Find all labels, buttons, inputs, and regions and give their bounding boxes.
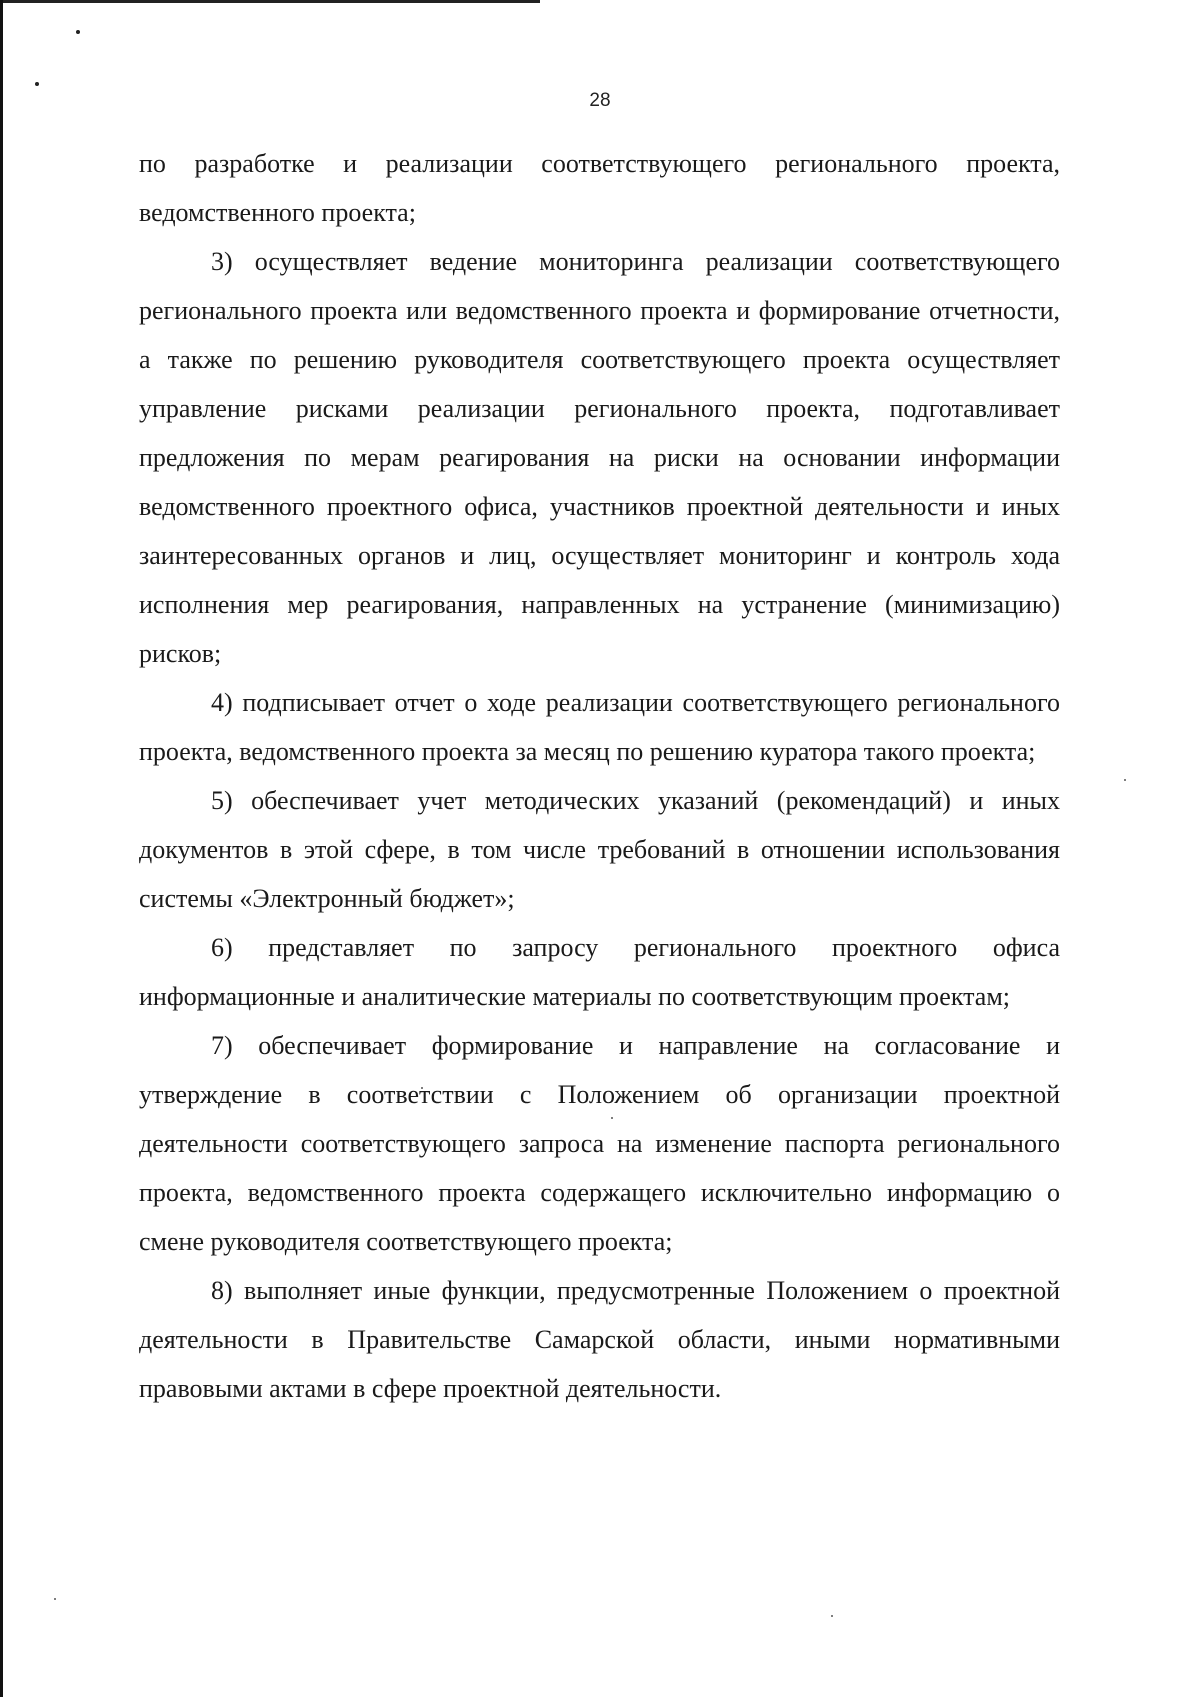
scan-speck — [54, 1598, 56, 1600]
paragraph-item-4: 4) подписывает отчет о ходе реализации соответствующего регионального проекта, ведомственного проекта за месяц по решению куратора такого проекта; — [139, 688, 1060, 766]
page-number: 28 — [589, 90, 611, 111]
document-body — [139, 139, 1060, 1413]
scan-speck — [76, 30, 80, 34]
paragraph-item-8: 8) выполняет иные функции, предусмотренные Положением о проектной деятельности в Правительстве Самарской области, иными нормативными правовыми актами в сфере проектной деятельности. — [139, 1276, 1060, 1403]
paragraph-item-5: 5) обеспечивает учет методических указаний (рекомендаций) и иных документов в этой сфере, в том числе требований в отношении использования системы «Электронный бюджет»; — [139, 786, 1060, 913]
paragraph-continuation: по разработке и реализации соответствующего регионального проекта, ведомственного проекта; — [139, 149, 1060, 227]
scan-speck — [35, 82, 39, 86]
scan-edge-top — [0, 0, 540, 3]
paragraph-item-6: 6) представляет по запросу регионального проектного офиса информационные и аналитические материалы по соответствующим проектам; — [139, 933, 1060, 1011]
scan-speck — [831, 1615, 833, 1617]
paragraph-item-7: 7) обеспечивает формирование и направление на согласование и утверждение в соответствии с Положением об организации проектной деятельности соответствующего запроса на изменение паспорта регионального проекта, ведомственного проекта содержащего исключительно информацию о смене руководителя соответствующего проекта; — [139, 1031, 1060, 1256]
scan-speck — [1124, 779, 1126, 781]
scan-edge-left — [0, 0, 3, 1697]
paragraph-item-3: 3) осуществляет ведение мониторинга реализации соответствующего регионального проекта или ведомственного проекта и формирование отчетности, а также по решению руководителя соответствующего проекта осуществляет управление рисками реализации регионального проекта, подготавливает предложения по мерам реагирования на риски на основании информации ведомственного проектного офиса, участников проектной деятельности и иных заинтересованных органов и лиц, осуществляет мониторинг и контроль хода исполнения мер реагирования, направленных на устранение (минимизацию) рисков; — [139, 247, 1060, 668]
